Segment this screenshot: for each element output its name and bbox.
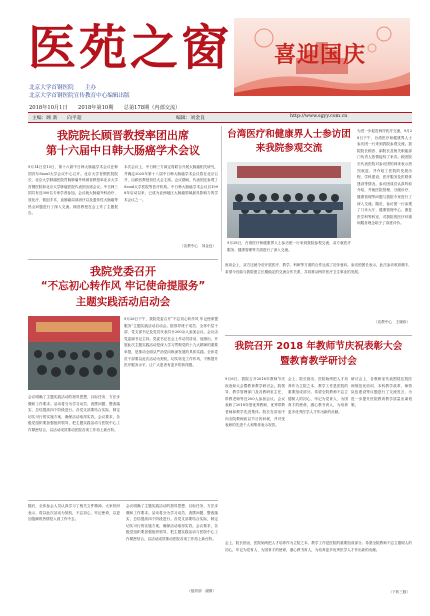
left-divider-2 xyxy=(28,500,218,501)
banner-text: 喜迎国庆 xyxy=(274,42,367,68)
photo-caption: 9月28日，台湾医疗和健康界人士参访团一行来到我院参观交流，双方就医疗服务、健康管理等方面进行了深入交流。 xyxy=(227,241,351,252)
article-signature: （下转三版） xyxy=(388,590,410,594)
article-title-line3: 主题实践活动启动会 xyxy=(75,296,171,308)
article-body-col2: 会上，院长指出，医院始终把人才培养作为立院之本，教学工作是医院的重要组成部分。希望全院教师不忘立德树人的初心，牢记为党育人、为国育才的使命，潜心教书育人，为培养更多优秀医学人才作出新的贡献。 xyxy=(288,377,348,414)
masthead xyxy=(0,0,430,122)
article-body-col1: 为进一步促进两岸医疗交流，9月28日下午，台湾医疗和健康界人士参访团一行来到我院参观交流。我院院长顾晋、副院长及相关职能部门负责人热情接待了来宾。顾晋院长代表医院对参访团的到来表示热烈欢迎，并介绍了医院的发展历程、学科建设、医疗服务及医联体建设等情况。参访团成员认真听取介绍，并就医院管理、分级诊疗、健康管理等问题与我院专家进行了深入交流。随后，参访团一行参观了门诊大厅、健康管理中心、康复医学科等科室，对我院的医疗环境和服务理念给予了高度评价。 xyxy=(357,129,412,226)
masthead-bottom-rule xyxy=(28,122,412,123)
article-body-col2: 本次会议上，中日韩三方商定将联合开展大肠癌相关研究，并确定2020年第十八届中日韩大肠癌学术会议将在北京召开，由顾晋教授担任大会主席。会议期间，代表团还参观了Seoul大学医院等医疗机构。中日韩大肠癌学术会议自1998年启动以来，已成为亚洲地区大肠癌领域最具影响力的学术会议之一。 xyxy=(124,165,218,202)
article-taiwan-visit xyxy=(225,126,412,276)
article-continuation-text-2: 会议明确了主题实践活动的指导思想、目标任务、方法步骤和工作要求。活动将分为学习动员、查摆问题、整改落实、总结提高四个阶段进行。各党支部要结合实际，制定切实可行的实施方案，确保活动取得实效。会议要求，各级党组织要加强组织领导，把主题实践活动与医院中心工作紧密结合，以活动成效推动医院各项工作再上新台阶。 xyxy=(126,504,218,541)
article-teachers-day xyxy=(225,338,412,538)
meeting-photo-figure xyxy=(28,316,120,390)
article-body-col1: 9月14日至15日，第十六届中日韩大肠癌学术会议在韩国首尔Seoul大学会议中心召开。北京大学首钢医院院长、北京大学肿瘤医院胃肠肿瘤外科顾晋教授率北京大学首钢医院和北京大学肿瘤医院代表团出席会议。中日韩三国共有近300名专家学者参加。会议就大肠癌外科治疗、放化疗、微创手术、直肠癌局部治疗以及遗传性大肠癌等热点问题进行了深入交流。顾晋教授在会上作了主题报告。 xyxy=(28,165,118,216)
meeting-photo xyxy=(28,316,120,390)
publisher-line: 北京大学首钢医院宣传教育中心编辑出版 xyxy=(29,93,130,99)
article-body-col1: 9月26日下午，我院党委召开“不忘初心转作风 牢记使命提服务”主题实践活动启动会。院领导班子成员、全体中层干部、党支部书记及党员代表共计200余人参加会议。会议由党委副书记主持。党委书记在会上作动员讲话，他指出，开展此次主题实践活动是深入学习贯彻党的十九大精神的重要举措，是推动全面从严治党向纵深发展的具体实践。全体党员干部要以此次活动为契机，切实转变工作作风，不断提升医疗服务水平，让广大患者有更多的获得感。 xyxy=(124,317,218,368)
group-photo xyxy=(227,162,351,238)
column-separator xyxy=(221,126,222,271)
masthead-title: 医苑之窗 xyxy=(28,20,233,76)
sponsor-line: 北京大学首钢医院 主办 xyxy=(29,85,97,91)
article-body-col1: 9月6日，我院召开2018年教师节庆祝表彰大会暨教育教学研讨会。院领导、教学管理部门及各教研室主任、带教老师等近200人参加会议。会议表彰了2018年度优秀教师、优秀带教老师和教学先进集体。院长在讲话中向全院教师致以节日的问候，并对受表彰的先进个人和集体表示祝贺。 xyxy=(225,377,285,428)
article-continuation-text: 随后，全体参会人员认真学习了相关文件精神。大家纷纷表示，将以此次活动为契机，不忘初心，牢记使命，以更加饱满的热情投入到工作中去。 xyxy=(28,504,120,522)
article-title-line2: “不忘初心转作风 牢记使命提服务” xyxy=(40,280,206,292)
article-body-col2: 会议明确了主题实践活动的指导思想、目标任务、方法步骤和工作要求。活动将分为学习动员、查摆问题、整改落实、总结提高四个阶段进行。各党支部要结合实际，制定切实可行的实施方案，确保活动取得实效。会议要求，各级党组织要加强组织领导，把主题实践活动与医院中心工作紧密结合，以活动成效推动医院各项工作再上新台阶。 xyxy=(28,395,120,432)
article-title-line2: 第十六届中日韩大肠癌学术会议 xyxy=(46,144,200,157)
group-photo-figure xyxy=(227,162,351,238)
article-teachers-continued xyxy=(225,540,412,602)
article-title-line1: 我院党委召开 xyxy=(90,265,156,278)
article-continuation-text: 会上，院长指出，医院始终把人才培养作为立院之本，教学工作是医院的重要组成部分。希望全院教师不忘立德树人的初心，牢记为党育人、为国育才的使命，潜心教书育人，为培养更多优秀医学人才作出新的贡献。 xyxy=(225,541,412,552)
editor-names: 主编：顾 新 向平超 xyxy=(32,116,82,121)
article-title-line1: 我院召开 2018 年教师节庆祝表彰大会 xyxy=(234,341,403,352)
website-url: http://www.sgyy.com.cn xyxy=(290,114,348,119)
article-conference xyxy=(28,126,218,258)
right-divider xyxy=(225,335,412,336)
article-taiwan-continued xyxy=(225,262,412,334)
editor-bar xyxy=(28,113,412,122)
national-day-banner xyxy=(234,18,410,96)
article-signature: （组织部 谢倩） xyxy=(187,589,216,593)
article-continuation-text: 座谈会上，双方还就今后开展医疗、教学、科研等方面的合作达成了初步意向。参访团团长表示，此次参访收获颇丰，希望今后能与我院建立长期稳定的交流合作关系，共同推动两岸医疗卫生事业的发展。 xyxy=(225,263,412,274)
article-signature: （宣教中心 刘金良） xyxy=(180,244,216,248)
article-title-line1: 台湾医疗和健康界人士参访团 xyxy=(227,129,351,140)
article-party-campaign xyxy=(28,262,218,498)
proofreader-name: 编辑：刘金良 xyxy=(176,116,205,121)
article-body-col3: 研讨会上，各教研室代表围绕住院医师规范化培训、本科教学改革、师资队伍建设等议题进行了交流发言，为进一步提升医院教育教学质量出谋划策。 xyxy=(351,377,412,408)
article-title-line2: 来我院参观交流 xyxy=(255,143,323,154)
article-party-continued xyxy=(28,503,218,601)
article-title-line2: 暨教育教学研讨会 xyxy=(280,356,357,367)
left-divider-1 xyxy=(28,259,218,260)
issue-date-line: 2018年10月1日 2018年第10期 总第178期（内部交流） xyxy=(29,105,181,111)
article-signature: （宣教中心 王晓伟） xyxy=(374,320,410,324)
article-title-line1: 我院院长顾晋教授率团出席 xyxy=(57,129,189,142)
